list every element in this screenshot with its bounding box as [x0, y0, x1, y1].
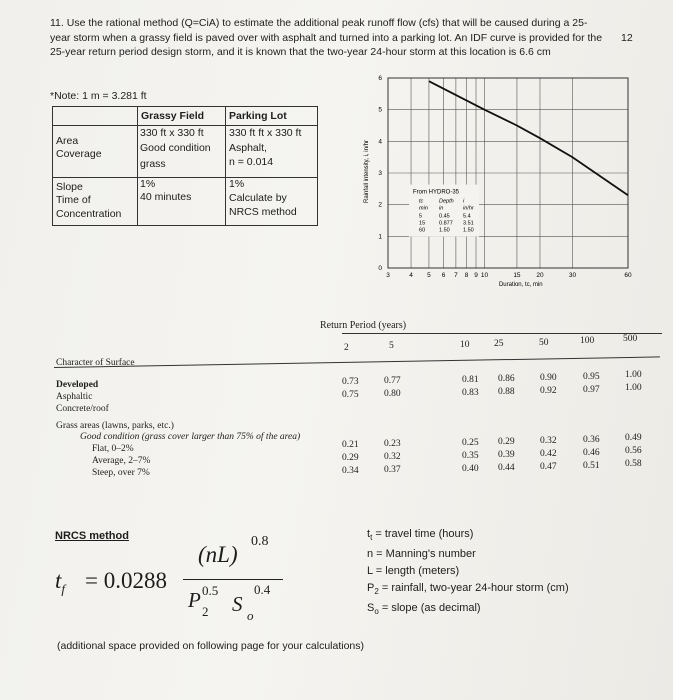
unit-note: *Note: 1 m = 3.281 ft	[50, 90, 147, 102]
grassy-area: 330 ft x 330 ft	[140, 127, 204, 139]
good-condition-label: Good condition (grass cover larger than 75% of the area)	[80, 432, 301, 442]
parking-area: 330 ft ft x 330 ft	[229, 127, 302, 139]
period-25: 25	[494, 339, 504, 349]
annotation-cell: 1.50	[463, 227, 474, 234]
period-10: 10	[460, 340, 470, 350]
annotation-unit: in	[439, 205, 444, 212]
formula-t: t	[55, 568, 62, 593]
flat-coefficient-10: 0.25	[462, 437, 479, 448]
return-period-label: Return Period (years)	[320, 320, 407, 331]
formula-s: S	[232, 592, 243, 616]
formula-coefficient: = 0.0288	[85, 568, 167, 593]
asphalt-coefficient-500: 1.00	[625, 370, 642, 381]
asphalt-coefficient-50: 0.90	[540, 372, 557, 383]
grassy-coverage: Good condition	[140, 142, 211, 154]
character-of-surface-label: Character of Surface	[56, 358, 135, 368]
steep-label: Steep, over 7%	[92, 468, 150, 478]
formula-p-exp: 0.5	[202, 583, 219, 598]
y-tick-label: 6	[378, 75, 382, 82]
x-tick-label: 6	[441, 272, 446, 279]
question-line-3: 25-year return period design storm, and it is known that the two-year 24-hour storm at this location is 6.6 cm	[50, 46, 551, 58]
parking-tc-method: NRCS method	[229, 206, 297, 218]
concrete-coefficient-500: 1.00	[625, 383, 642, 394]
idf-curve-line	[429, 81, 628, 195]
steep-coefficient-500: 0.58	[625, 459, 642, 470]
fraction-bar	[183, 579, 283, 580]
x-tick-label: 15	[513, 272, 521, 279]
x-tick-label: 30	[568, 272, 577, 279]
formula-s-exp: 0.4	[254, 582, 271, 597]
label-concentration: Concentration	[56, 208, 122, 220]
chart-series	[429, 81, 628, 195]
nrcs-heading: NRCS method	[55, 530, 129, 542]
flat-coefficient-500: 0.49	[625, 433, 642, 444]
hydro35-annotation	[409, 185, 479, 237]
x-tick-label: 9	[474, 272, 478, 279]
table-rule	[53, 125, 317, 126]
formula-t-sub: f	[61, 581, 66, 597]
header-parking-lot: Parking Lot	[229, 110, 287, 122]
x-tick-label: 4	[409, 272, 413, 279]
average-coefficient-500: 0.56	[625, 446, 642, 457]
x-tick-label: 5	[427, 272, 431, 279]
average-label: Average, 2–7%	[92, 456, 151, 466]
parking-coverage: Asphalt,	[229, 142, 267, 154]
concrete-coefficient-25: 0.88	[498, 386, 515, 397]
formula-p: P	[188, 588, 201, 612]
average-coefficient-2: 0.29	[342, 453, 359, 463]
legend-n: n = Manning's number	[367, 548, 476, 561]
runoff-coefficient-table	[52, 318, 662, 488]
parking-tc: Calculate by	[229, 192, 287, 204]
chart-grid	[388, 78, 628, 268]
points-value: 12	[621, 32, 633, 44]
y-tick-label: 4	[378, 138, 382, 146]
annotation-cell: 60	[419, 227, 426, 234]
annotation-cell: 5	[419, 213, 423, 220]
period-100: 100	[580, 336, 595, 346]
average-coefficient-50: 0.42	[540, 448, 557, 459]
annotation-cell: 5.4	[463, 213, 471, 220]
average-coefficient-25: 0.39	[498, 449, 515, 460]
idf-curve-chart	[358, 70, 648, 300]
concrete-coefficient-2: 0.75	[342, 390, 359, 400]
asphalt-coefficient-10: 0.81	[462, 374, 479, 385]
concrete-coefficient-50: 0.92	[540, 385, 557, 396]
steep-coefficient-50: 0.47	[540, 461, 557, 472]
period-2: 2	[344, 343, 349, 353]
annotation-title: From HYDRO-35	[413, 189, 460, 196]
x-axis-label: Duration, tc, min	[498, 282, 543, 288]
legend-tt-text: = travel time (hours)	[375, 528, 474, 540]
nrcs-legend	[367, 526, 569, 621]
y-tick-label: 3	[378, 170, 382, 177]
formula-tf	[55, 568, 65, 598]
concrete-label: Concrete/roof	[56, 404, 109, 414]
legend-l: L = length (meters)	[367, 565, 460, 578]
chart-ticks	[378, 75, 632, 279]
flat-coefficient-5: 0.23	[384, 438, 401, 449]
annotation-cell: 1.50	[439, 227, 450, 234]
asphaltic-label: Asphaltic	[56, 392, 93, 402]
legend-p-sub: 2	[374, 587, 379, 597]
legend-t-symbol: t	[367, 528, 371, 540]
period-5: 5	[389, 341, 394, 351]
x-tick-label: 7	[454, 272, 458, 279]
asphalt-coefficient-25: 0.86	[498, 373, 515, 384]
formula-numerator: (nL)	[198, 542, 238, 567]
grassy-coverage-2: grass	[140, 158, 166, 170]
annotation-column: i	[463, 198, 465, 205]
annotation-cell: 15	[419, 220, 426, 227]
table-rule	[137, 107, 138, 225]
label-area: Area	[56, 135, 79, 147]
legend-p-symbol: P	[367, 582, 375, 595]
grassy-slope: 1%	[140, 178, 156, 190]
annotation-cell: 0.877	[439, 220, 453, 227]
question-line-1: 11. Use the rational method (Q=CiA) to estimate the additional peak runoff flow (cfs) that will be caused during a 25-	[50, 17, 588, 29]
steep-coefficient-2: 0.34	[342, 466, 359, 476]
parking-slope: 1%	[229, 178, 245, 190]
period-500: 500	[623, 334, 638, 344]
y-axis-label: Rainfall intensity, i, in/hr	[364, 140, 370, 203]
legend-p2	[367, 580, 569, 600]
grassy-tc: 40 minutes	[140, 191, 192, 203]
concrete-coefficient-5: 0.80	[384, 388, 401, 399]
concrete-coefficient-10: 0.83	[462, 387, 479, 398]
formula-s-sub: o	[247, 608, 254, 623]
table-rule	[54, 356, 660, 368]
label-slope: Slope	[56, 181, 83, 193]
asphalt-coefficient-2: 0.73	[342, 377, 359, 387]
grass-areas-label: Grass areas (lawns, parks, etc.)	[56, 421, 174, 431]
annotation-cell: 3.51	[463, 220, 474, 227]
legend-p2-text: = rainfall, two-year 24-hour storm (cm)	[381, 582, 569, 595]
steep-coefficient-100: 0.51	[583, 460, 600, 471]
x-tick-label: 60	[624, 272, 632, 279]
average-coefficient-5: 0.32	[384, 451, 401, 462]
annotation-column: tc	[419, 198, 424, 205]
footer-note: (additional space provided on following page for your calculations)	[57, 640, 365, 652]
label-time-of: Time of	[56, 194, 91, 206]
legend-s-sub: o	[374, 607, 379, 617]
average-coefficient-10: 0.35	[462, 450, 479, 461]
steep-coefficient-25: 0.44	[498, 462, 515, 473]
y-tick-label: 1	[378, 233, 382, 241]
y-tick-label: 2	[378, 201, 382, 209]
header-grassy-field: Grassy Field	[141, 110, 205, 122]
formula-p-sub: 2	[202, 604, 209, 619]
legend-so	[367, 600, 569, 620]
legend-t-sub: t	[370, 533, 373, 543]
x-tick-label: 20	[536, 272, 544, 279]
annotation-column: Depth	[439, 198, 454, 205]
annotation-unit: in/hr	[463, 205, 474, 212]
flat-coefficient-25: 0.29	[498, 436, 515, 447]
flat-coefficient-2: 0.21	[342, 440, 359, 450]
formula-num-exponent: 0.8	[251, 534, 269, 549]
question-line-2: year storm when a grassy field is paved over with asphalt and turned into a parking lot. An IDF curve is provided for the	[50, 32, 603, 44]
average-coefficient-100: 0.46	[583, 447, 600, 458]
table-rule	[342, 333, 662, 334]
legend-tt	[367, 526, 569, 546]
period-50: 50	[539, 338, 549, 348]
flat-coefficient-50: 0.32	[540, 435, 557, 446]
developed-label: Developed	[56, 380, 99, 390]
x-tick-label: 3	[386, 272, 390, 279]
annotation-cell: 0.45	[439, 213, 450, 220]
x-tick-label: 10	[480, 272, 489, 279]
annotation-unit: min	[419, 205, 428, 212]
legend-s-symbol: S	[367, 602, 375, 615]
concrete-coefficient-100: 0.97	[583, 384, 600, 395]
legend-so-text: = slope (as decimal)	[381, 602, 481, 615]
asphalt-coefficient-5: 0.77	[384, 375, 401, 386]
asphalt-coefficient-100: 0.95	[583, 371, 600, 382]
flat-label: Flat, 0–2%	[92, 444, 134, 454]
y-tick-label: 5	[378, 106, 382, 114]
table-rule	[53, 177, 317, 178]
steep-coefficient-10: 0.40	[462, 463, 479, 474]
x-tick-label: 8	[464, 272, 469, 279]
steep-coefficient-5: 0.37	[384, 464, 401, 475]
label-coverage: Coverage	[56, 148, 102, 160]
site-properties-table	[52, 106, 318, 226]
table-rule	[225, 107, 226, 225]
parking-manning-n: n = 0.014	[229, 156, 274, 168]
flat-coefficient-100: 0.36	[583, 434, 600, 445]
y-tick-label: 0	[378, 265, 382, 272]
